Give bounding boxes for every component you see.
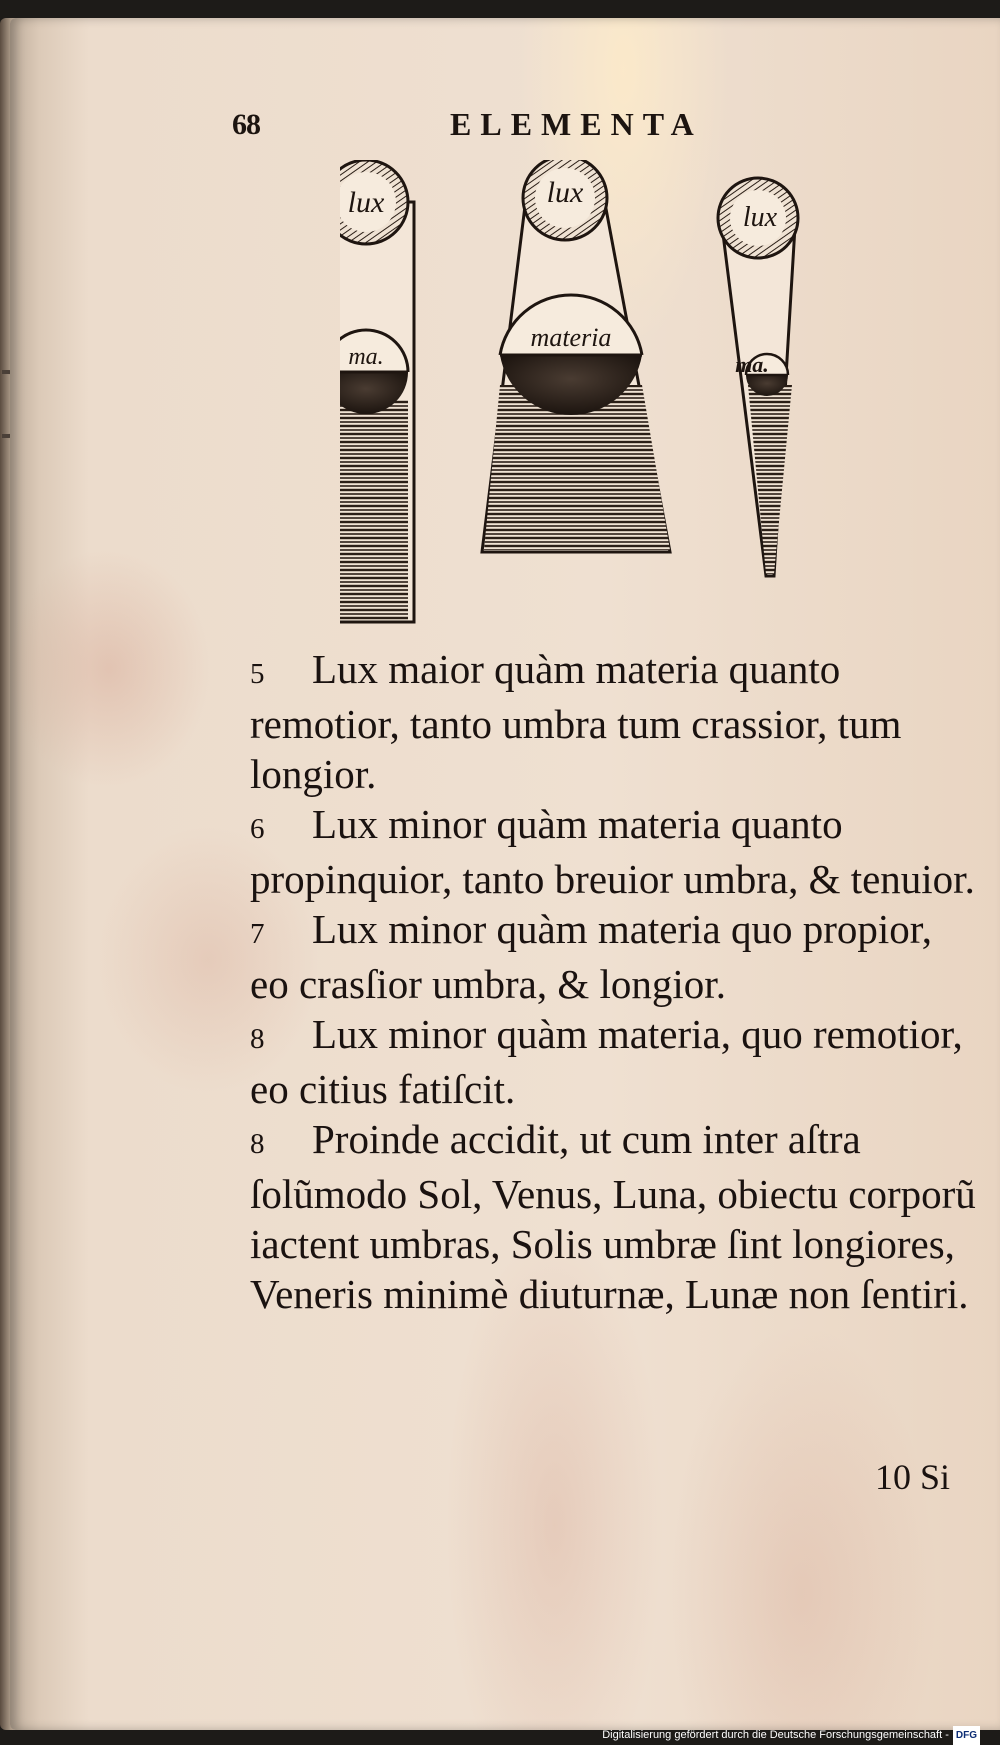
page-number: 68: [232, 108, 260, 141]
figure-light-larger: [718, 178, 798, 576]
label-ma-left: ma.: [348, 344, 384, 370]
proposition-8b: [250, 1114, 980, 1319]
proposition-number: 7: [250, 918, 265, 950]
proposition-number: 5: [250, 658, 265, 690]
digitization-footer: [602, 1726, 980, 1745]
label-lux-right: lux: [742, 202, 778, 233]
running-head: ELEMENTA: [450, 106, 703, 142]
proposition-text: Proinde accidit, ut cum inter aſtra ſolũmodo Sol, Venus, Luna, obiectu corporũ iactent umbras, Solis umbræ ſint longiores, Veneris minimè diuturnæ, Lunæ non ſentiri.: [250, 1116, 976, 1317]
label-materia-middle: materia: [530, 323, 612, 352]
proposition-text: Lux maior quàm materia quanto remotior, tanto umbra tum crassior, tum longior.: [250, 646, 902, 797]
proposition-number: 6: [250, 813, 265, 845]
proposition-text: Lux minor quàm materia quanto propinquior, tanto breuior umbra, & tenuior.: [250, 801, 975, 902]
label-lux-left: lux: [347, 186, 385, 219]
proposition-6: [250, 799, 980, 904]
proposition-text: Lux minor quàm materia, quo remotior, eo citius fatiſcit.: [250, 1011, 963, 1112]
proposition-number: 8: [250, 1128, 265, 1160]
proposition-5: [250, 644, 980, 799]
figure-light-smaller: [482, 160, 670, 552]
label-lux-middle: lux: [546, 176, 584, 209]
shadow-diagram-figure: [340, 160, 900, 640]
proposition-7: [250, 904, 980, 1009]
proposition-text: Lux minor quàm materia quo propior, eo crasſior umbra, & longior.: [250, 906, 933, 1007]
catchword: 10 Si: [875, 1457, 951, 1497]
dfg-logo: DFG: [953, 1726, 980, 1745]
label-ma-right: ma.: [735, 352, 769, 377]
proposition-8a: [250, 1009, 980, 1114]
proposition-number: 8: [250, 1023, 265, 1055]
body-text: [250, 644, 980, 1319]
figure-equal: [340, 160, 414, 622]
footer-text: Digitalisierung gefördert durch die Deutsche Forschungsgemeinschaft -: [602, 1729, 949, 1741]
